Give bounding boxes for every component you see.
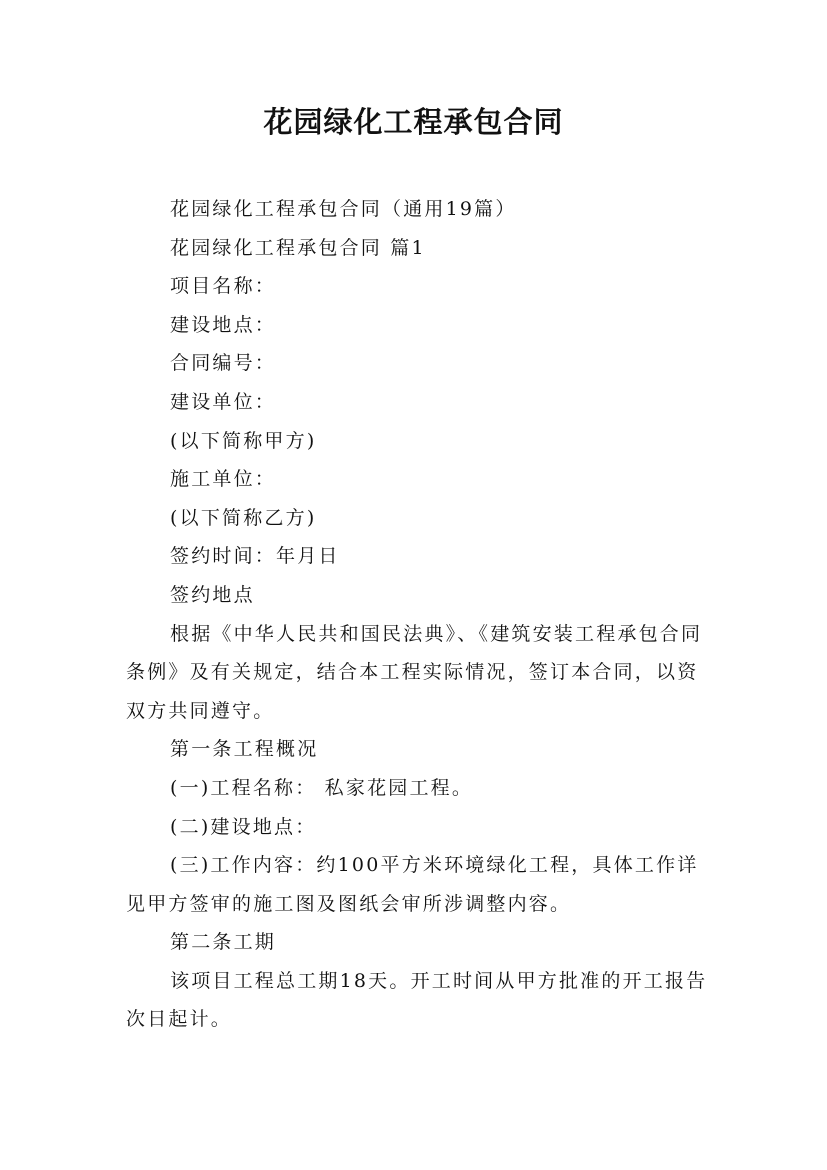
party-b-note: (以下简称乙方)	[170, 506, 317, 529]
paragraph-subtitle: 花园绿化工程承包合同（通用19篇）	[170, 198, 517, 220]
article-1-heading: 第一条工程概况	[170, 738, 319, 761]
field-owner-unit: 建设单位：	[170, 390, 277, 413]
field-signing-time: 签约时间：年月日	[170, 545, 340, 568]
field-contractor-unit: 施工单位：	[170, 468, 277, 491]
party-a-note: (以下简称甲方)	[170, 429, 317, 452]
document-title: 花园绿化工程承包合同	[263, 105, 564, 139]
article-1-item-2: (二)建设地点：	[170, 815, 317, 838]
document-body	[126, 190, 714, 1039]
article-1-item-1: (一)工程名称： 私家花园工程。	[170, 776, 474, 799]
paragraph-legal-basis: 根据《中华人民共和国民法典》、《建筑安装工程承包合同条例》及有关规定，结合本工程实际情况，签订本合同，以资双方共同遵守。	[126, 622, 703, 722]
article-2-duration: 该项目工程总工期18天。开工时间从甲方批准的开工报告次日起计。	[126, 969, 708, 1031]
paragraph-chapter-heading: 花园绿化工程承包合同 篇1	[170, 236, 426, 259]
article-1-item-3: (三)工作内容：约100平方米环境绿化工程，具体工作详见甲方签审的施工图及图纸会审所涉调整内容。	[126, 854, 699, 915]
article-2-heading: 第二条工期	[170, 931, 277, 954]
field-signing-place: 签约地点	[170, 583, 255, 606]
field-contract-number: 合同编号：	[170, 352, 277, 375]
field-construction-site: 建设地点：	[170, 313, 277, 336]
field-project-name: 项目名称：	[170, 275, 277, 298]
